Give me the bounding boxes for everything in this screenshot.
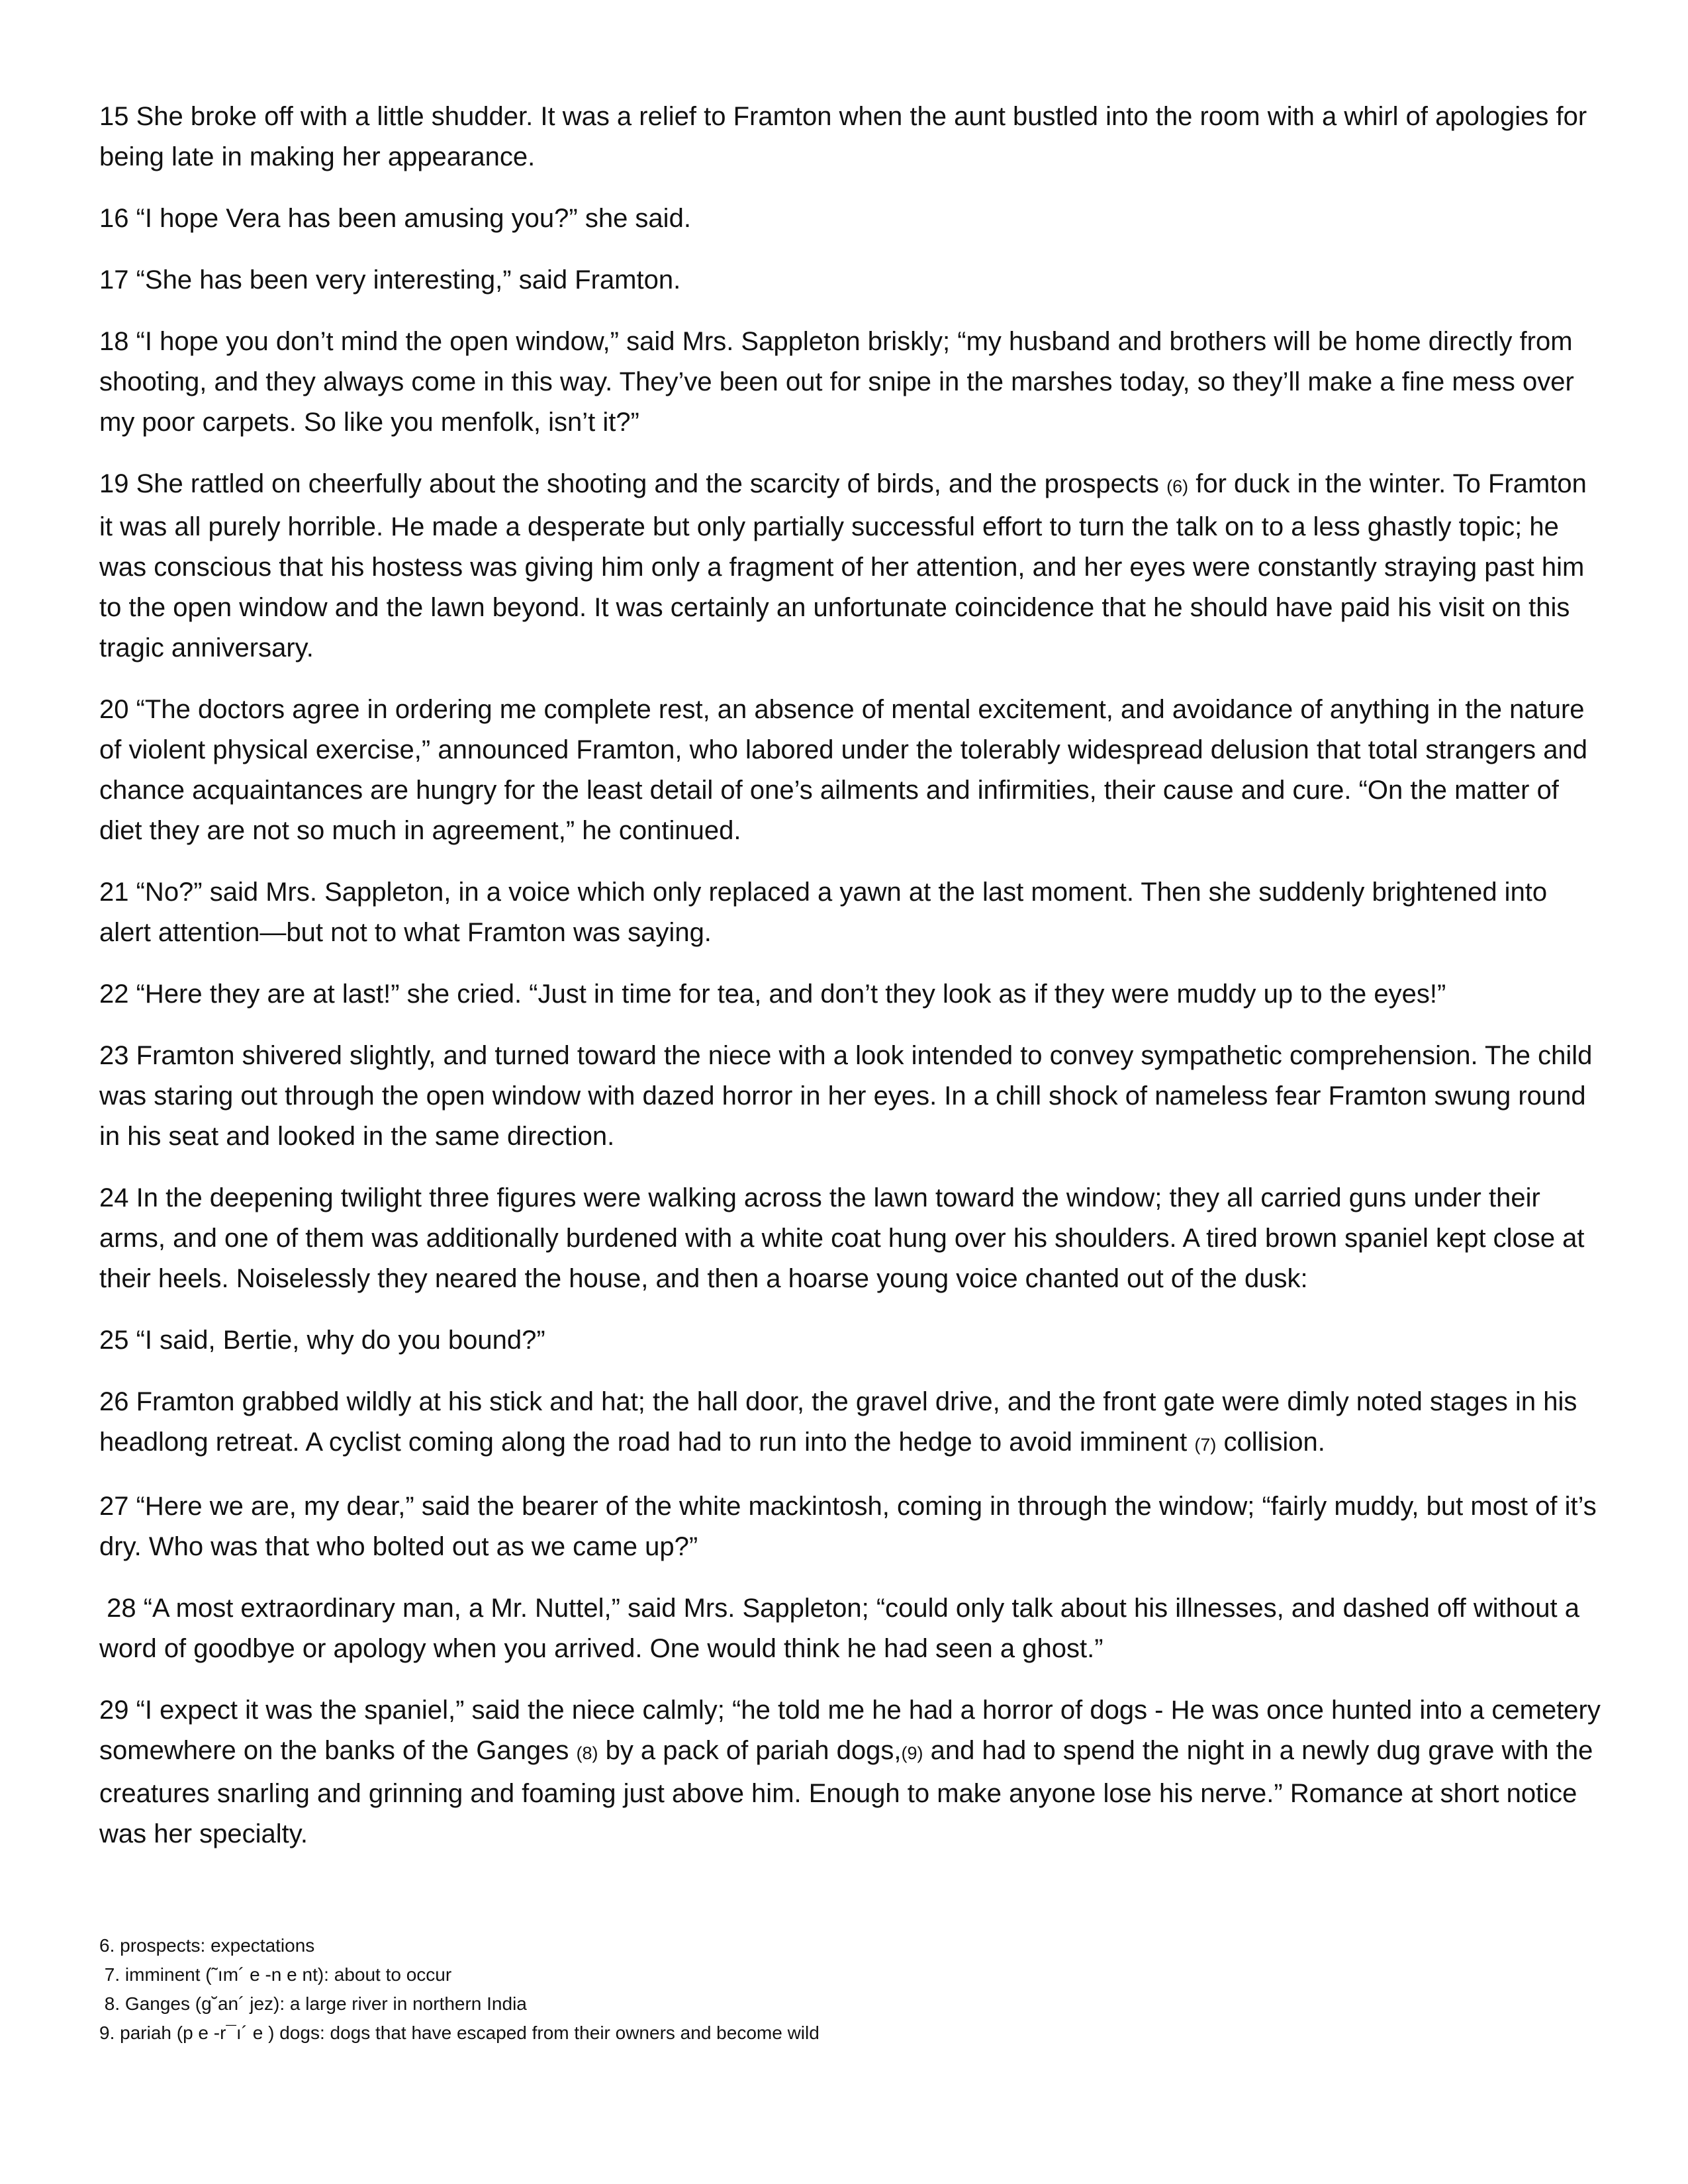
paragraph-27: 27 “Here we are, my dear,” said the bearer of the white mackintosh, coming in through the window; “fairly muddy, but most of it’s dry. Who was that who bolted out as we came up?” xyxy=(99,1492,1597,1561)
paragraph-24: 24 In the deepening twilight three figures were walking across the lawn toward the window; they all carried guns under their arms, and one of them was additionally burdened with a white coat hung over his shoulders. A tired brown spaniel kept close at their heels. Noiselessly they neared the house, and then a hoarse young voice chanted out of the dusk: xyxy=(99,1183,1585,1293)
paragraph-29-text-b: by a pack of pariah dogs, xyxy=(598,1736,902,1765)
paragraph-19-text-a: 19 She rattled on cheerfully about the shooting and the scarcity of birds, and the prospects xyxy=(99,469,1167,498)
footnote-ref-8: (8) xyxy=(576,1743,598,1763)
footnote-9: 9. pariah (p e -r¯ı´ e ) dogs: dogs that have escaped from their owners and become wild xyxy=(99,2023,820,2043)
paragraph-19 xyxy=(99,464,1602,668)
footnote-6: 6. prospects: expectations xyxy=(99,1935,315,1956)
paragraph-19-text-b: for duck in the winter. To Framton it was all purely horrible. He made a desperate but only partially successful effort to turn the talk on to a less ghastly topic; he was conscious that his hostess was giving him only a fragment of her attention, and her eyes were constantly straying past him to the open window and the lawn beyond. It was certainly an unfortunate coincidence that he should have paid his visit on this tragic anniversary. xyxy=(99,469,1587,662)
paragraph-29 xyxy=(99,1690,1602,1854)
paragraph-22: 22 “Here they are at last!” she cried. “Just in time for tea, and don’t they look as if they were muddy up to the eyes!” xyxy=(99,979,1446,1009)
paragraph-26-text-a: 26 Framton grabbed wildly at his stick and hat; the hall door, the gravel drive, and the front gate were dimly noted stages in his headlong retreat. A cyclist coming along the road had to run into the hedge to avoid imminent xyxy=(99,1387,1577,1457)
paragraph-15: 15 She broke off with a little shudder. It was a relief to Framton when the aunt bustled into the room with a whirl of apologies for being late in making her appearance. xyxy=(99,102,1587,171)
footnote-ref-9: (9) xyxy=(901,1743,923,1763)
paragraph-29-text-c: and had to spend the night in a newly dug grave with the creatures snarling and grinning and foaming just above him. Enough to make anyone lose his nerve.” Romance at short notice was her specialty. xyxy=(99,1736,1593,1848)
paragraph-20: 20 “The doctors agree in ordering me complete rest, an absence of mental excitement, and avoidance of anything in the nature of violent physical exercise,” announced Framton, who labored under the tolerably widespread delusion that total strangers and chance acquaintances are hungry for the least detail of one’s ailments and infirmities, their cause and cure. “On the matter of diet they are not so much in agreement,” he continued. xyxy=(99,695,1587,845)
story-body xyxy=(99,97,1602,1876)
paragraph-28: 28 “A most extraordinary man, a Mr. Nuttel,” said Mrs. Sappleton; “could only talk about his illnesses, and dashed off without a word of goodbye or apology when you arrived. One would think he had seen a ghost.” xyxy=(99,1594,1587,1663)
footnotes xyxy=(99,1931,1602,2048)
paragraph-26-text-b: collision. xyxy=(1216,1428,1325,1457)
footnote-ref-6: (6) xyxy=(1166,477,1189,496)
paragraph-23: 23 Framton shivered slightly, and turned toward the niece with a look intended to convey sympathetic comprehension. The child was staring out through the open window with dazed horror in her eyes. In a chill shock of nameless fear Framton swung round in his seat and looked in the same direction. xyxy=(99,1041,1593,1151)
footnote-8: 8. Ganges (g˘an´ jez): a large river in northern India xyxy=(99,1993,527,2014)
paragraph-17: 17 “She has been very interesting,” said Framton. xyxy=(99,265,681,295)
paragraph-29-text-a: 29 “I expect it was the spaniel,” said the niece calmly; “he told me he had a horror of dogs - He was once hunted into a cemetery somewhere on the banks of the Ganges xyxy=(99,1696,1601,1765)
footnote-ref-7: (7) xyxy=(1194,1435,1217,1455)
footnote-7: 7. imminent (˜ım´ e -n e nt): about to occur xyxy=(99,1964,452,1985)
paragraph-21: 21 “No?” said Mrs. Sappleton, in a voice which only replaced a yawn at the last moment. Then she suddenly brightened into alert attention—but not to what Framton was saying. xyxy=(99,878,1548,947)
paragraph-26 xyxy=(99,1382,1602,1465)
paragraph-16: 16 “I hope Vera has been amusing you?” she said. xyxy=(99,204,691,233)
paragraph-18: 18 “I hope you don’t mind the open window,” said Mrs. Sappleton briskly; “my husband and brothers will be home directly from shooting, and they always come in this way. They’ve been out for snipe in the marshes today, so they’ll make a fine mess over my poor carpets. So like you menfolk, isn’t it?” xyxy=(99,327,1574,437)
paragraph-25: 25 “I said, Bertie, why do you bound?” xyxy=(99,1326,545,1355)
